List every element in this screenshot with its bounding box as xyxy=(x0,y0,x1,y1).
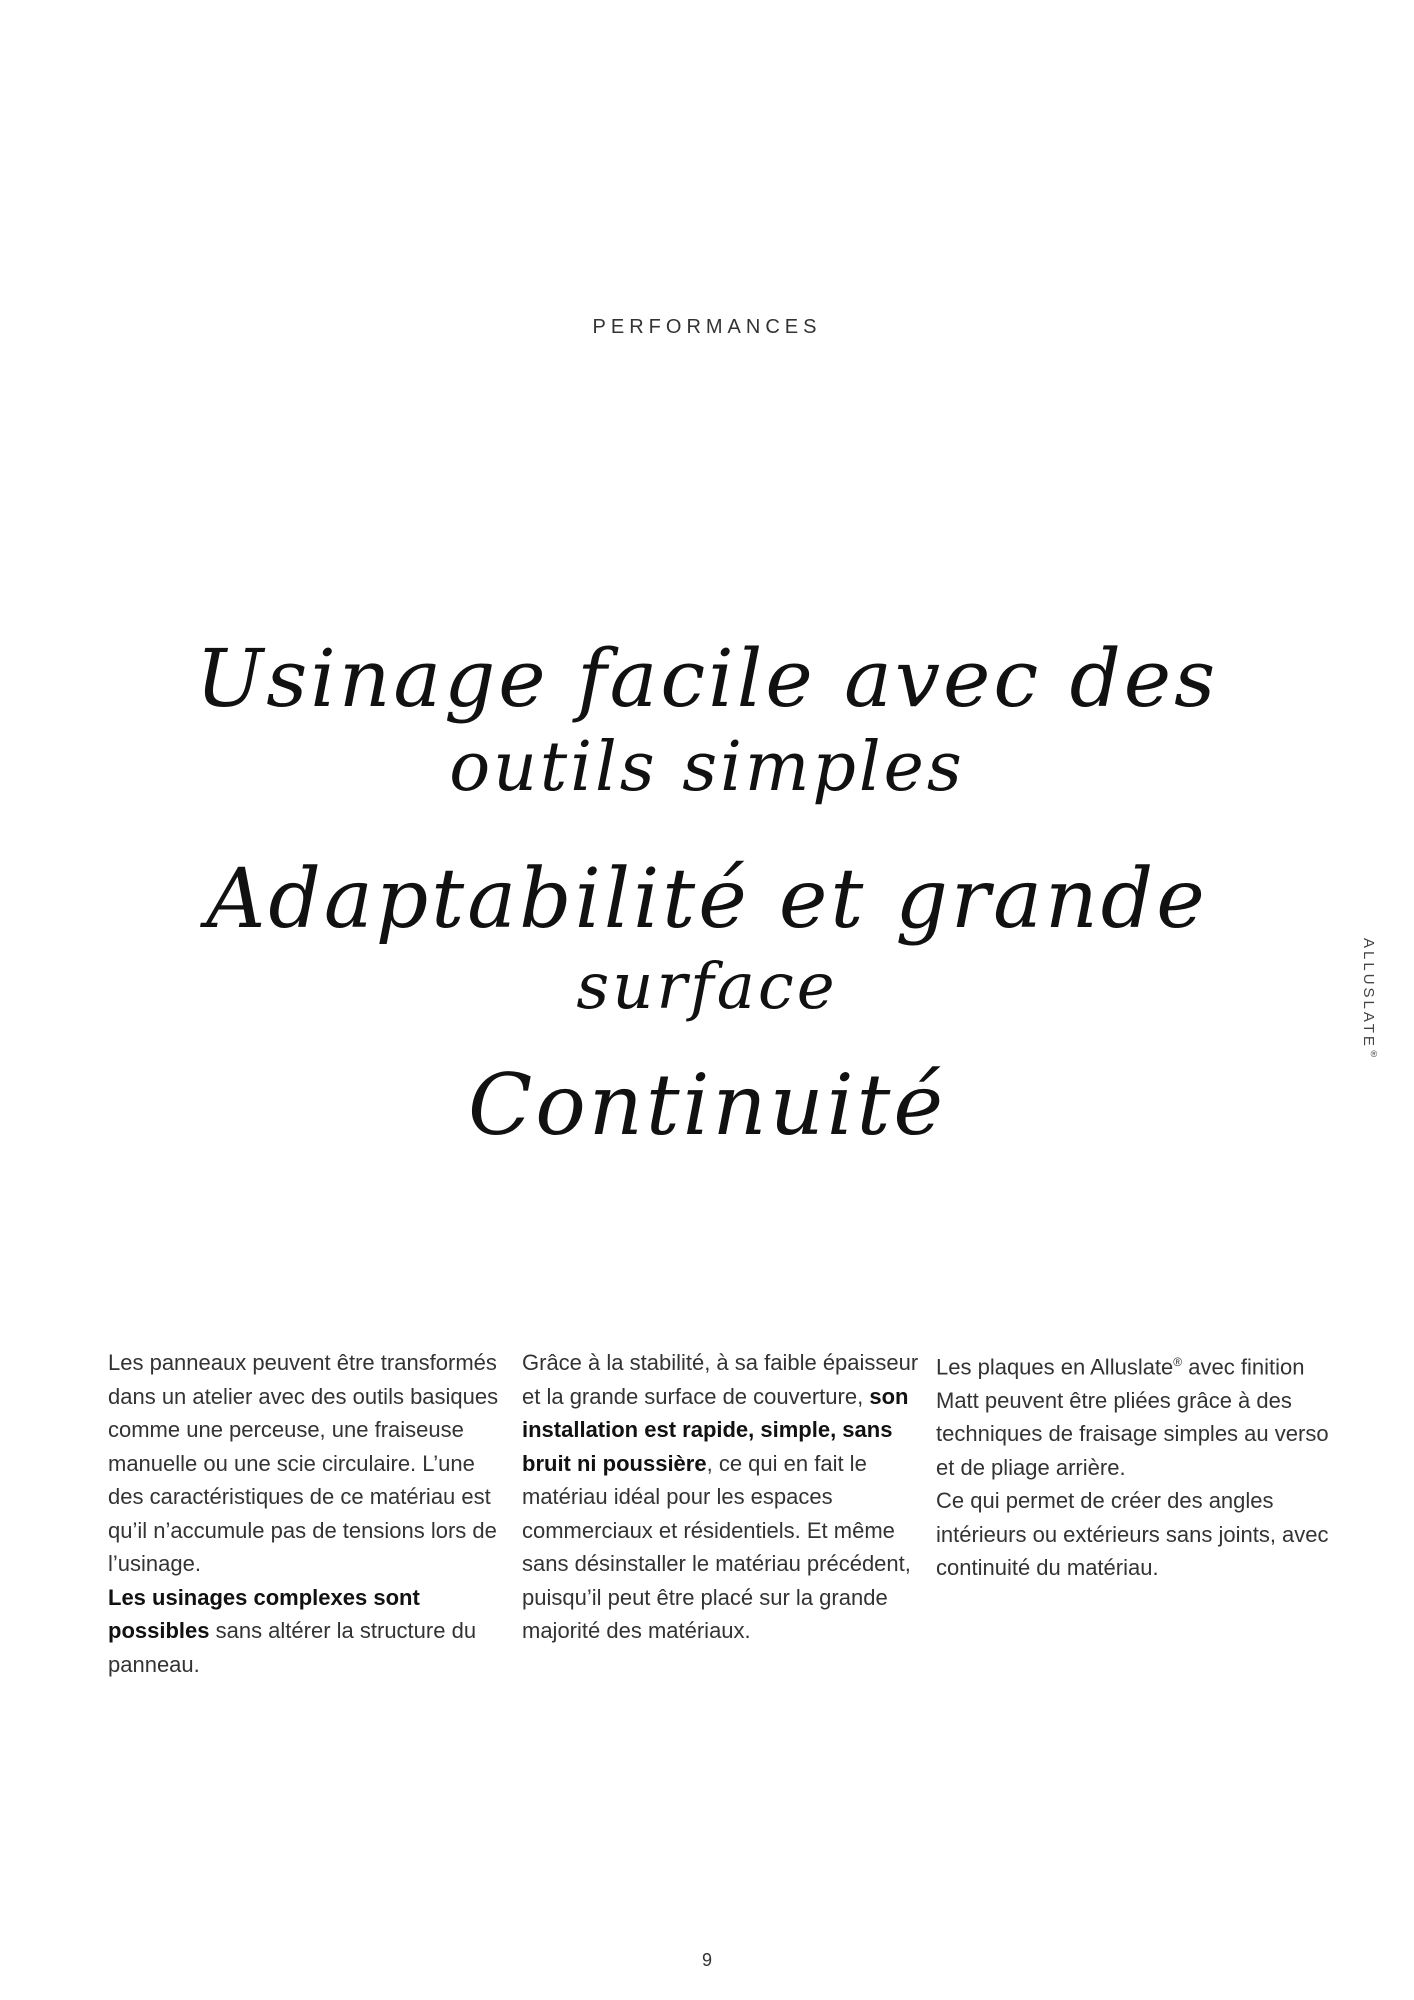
text-column-machining xyxy=(108,1346,508,1681)
bold-text: son installation est rapide, simple, sans bruit ni poussière xyxy=(522,1383,909,1476)
script-heading-line-1: Usinage facile avec des xyxy=(195,632,1219,725)
script-heading-line-3: Adaptabilité et grande xyxy=(206,852,1208,947)
registered-mark: ® xyxy=(1173,1355,1183,1369)
text-column-installation xyxy=(522,1346,922,1648)
paragraph-text: Les plaques en Alluslate xyxy=(936,1354,1174,1380)
text-column-continuity xyxy=(936,1346,1336,1585)
brand-name: ALLUSLATE xyxy=(1360,938,1377,1049)
script-heading-line-2: outils simples xyxy=(449,728,965,807)
script-heading-line-5: Continuité xyxy=(467,1056,947,1154)
paragraph-text: Ce qui permet de créer des angles intérieurs ou extérieurs sans joints, avec continuité du matériau. xyxy=(936,1488,1329,1581)
registered-mark: ® xyxy=(1369,1048,1379,1062)
script-heading-line-4: surface xyxy=(576,950,838,1024)
paragraph-text: avec finition Matt peuvent être pliées grâce à des techniques de fraisage simples au verso et de pliage arrière. xyxy=(936,1354,1329,1480)
page-number: 9 xyxy=(701,1950,712,1970)
paragraph-text: Grâce à la stabilité, à sa faible épaisseur et la grande surface de couverture, xyxy=(522,1350,919,1409)
brand-vertical-label xyxy=(1360,938,1379,1062)
paragraph-text: Les panneaux peuvent être transformés dans un atelier avec des outils basiques comme une perceuse, une fraiseuse manuelle ou une scie circulaire. L’une des caractéristiques de ce matériau est qu’il n’accumule pas de tensions lors de l’usinage. xyxy=(108,1350,499,1576)
section-title: PERFORMANCES xyxy=(592,316,822,338)
paragraph-text: sans altérer la structure du panneau. xyxy=(108,1618,477,1677)
paragraph-text: , ce qui en fait le matériau idéal pour les espaces commerciaux et résidentiels. Et même sans désinstaller le matériau précédent, puisqu’il peut être placé sur la grande majorité des matériaux. xyxy=(522,1450,911,1643)
bold-text: Les usinages complexes sont possibles xyxy=(108,1584,420,1643)
